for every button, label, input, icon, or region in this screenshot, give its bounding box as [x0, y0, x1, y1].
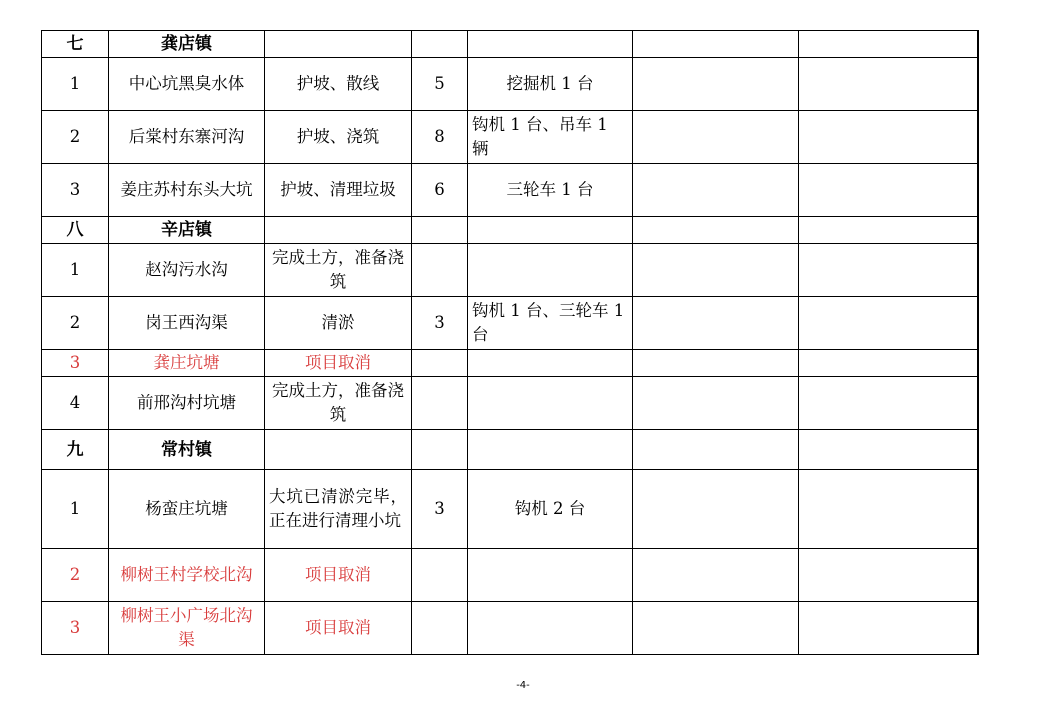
project-name: 岗王西沟渠	[109, 297, 265, 350]
table-cell	[633, 350, 799, 377]
project-name: 姜庄苏村东头大坑	[109, 164, 265, 217]
table-cell	[468, 31, 633, 58]
work-content: 项目取消	[265, 549, 412, 602]
table-cell	[412, 430, 468, 470]
table-cell	[468, 430, 633, 470]
table-cell	[468, 217, 633, 244]
work-content: 完成土方，准备浇筑	[265, 377, 412, 430]
table-cell	[633, 549, 799, 602]
section-number: 九	[42, 430, 109, 470]
machinery: 钩机 1 台、吊车 1 辆	[468, 111, 633, 164]
worker-count: 8	[412, 111, 468, 164]
machinery: 钩机 2 台	[468, 470, 633, 549]
cancelled-row	[42, 549, 1015, 602]
table-cell	[633, 217, 799, 244]
table-cell	[799, 244, 978, 297]
project-name: 柳树王小广场北沟渠	[109, 602, 265, 655]
table-cell	[978, 58, 979, 111]
worker-count	[412, 377, 468, 430]
table-cell	[799, 602, 978, 655]
table-row	[42, 470, 1015, 549]
machinery	[468, 549, 633, 602]
table-cell	[799, 350, 978, 377]
work-content: 清淤	[265, 297, 412, 350]
table-cell	[978, 470, 979, 549]
table-cell	[978, 297, 979, 350]
worker-count	[412, 602, 468, 655]
section-number: 七	[42, 31, 109, 58]
table-cell	[633, 244, 799, 297]
table-cell	[633, 297, 799, 350]
table-cell	[633, 602, 799, 655]
cancelled-row	[42, 350, 1015, 377]
item-number: 3	[42, 350, 109, 377]
machinery	[468, 244, 633, 297]
table-cell	[633, 377, 799, 430]
machinery	[468, 350, 633, 377]
machinery: 挖掘机 1 台	[468, 58, 633, 111]
table-row	[42, 164, 1015, 217]
table-cell	[799, 430, 978, 470]
table-cell	[799, 377, 978, 430]
project-name: 龚庄坑塘	[109, 350, 265, 377]
item-number: 1	[42, 244, 109, 297]
work-content: 完成土方，准备浇筑	[265, 244, 412, 297]
table-cell	[633, 111, 799, 164]
table-row	[42, 377, 1015, 430]
table-cell	[799, 217, 978, 244]
table-cell	[633, 58, 799, 111]
table-cell	[799, 297, 978, 350]
cancelled-row	[42, 602, 1015, 655]
table-row	[42, 297, 1015, 350]
worker-count	[412, 244, 468, 297]
table-cell	[265, 31, 412, 58]
project-name: 杨蛮庄坑塘	[109, 470, 265, 549]
work-content: 大坑已清淤完毕，正在进行清理小坑	[265, 470, 412, 549]
work-content: 项目取消	[265, 602, 412, 655]
project-name: 中心坑黑臭水体	[109, 58, 265, 111]
machinery: 三轮车 1 台	[468, 164, 633, 217]
table-row	[42, 244, 1015, 297]
table-cell	[799, 470, 978, 549]
table-cell	[799, 31, 978, 58]
work-content: 项目取消	[265, 350, 412, 377]
table-cell	[633, 31, 799, 58]
table-cell	[412, 217, 468, 244]
table-cell	[978, 111, 979, 164]
table-cell	[978, 377, 979, 430]
table-cell	[799, 111, 978, 164]
project-name: 前邢沟村坑塘	[109, 377, 265, 430]
town-name: 辛店镇	[109, 217, 265, 244]
item-number: 2	[42, 111, 109, 164]
item-number: 3	[42, 164, 109, 217]
table-cell	[978, 31, 979, 58]
section-number: 八	[42, 217, 109, 244]
project-name: 柳树王村学校北沟	[109, 549, 265, 602]
table-cell	[978, 244, 979, 297]
table-cell	[978, 350, 979, 377]
machinery: 钩机 1 台、三轮车 1 台	[468, 297, 633, 350]
table-cell	[412, 31, 468, 58]
item-number: 4	[42, 377, 109, 430]
table-row	[42, 58, 1015, 111]
table-cell	[799, 549, 978, 602]
machinery	[468, 377, 633, 430]
item-number: 1	[42, 470, 109, 549]
work-content: 护坡、浇筑	[265, 111, 412, 164]
worker-count: 3	[412, 470, 468, 549]
section-row	[42, 31, 1015, 58]
worker-count: 5	[412, 58, 468, 111]
project-name: 后棠村东寨河沟	[109, 111, 265, 164]
table-cell	[265, 217, 412, 244]
worker-count: 6	[412, 164, 468, 217]
page-number: -4-	[516, 680, 530, 691]
section-row	[42, 217, 1015, 244]
section-row	[42, 430, 1015, 470]
worker-count	[412, 549, 468, 602]
table-cell	[265, 430, 412, 470]
table-cell	[799, 58, 978, 111]
town-name: 龚店镇	[109, 31, 265, 58]
table-cell	[633, 470, 799, 549]
machinery	[468, 602, 633, 655]
table-cell	[978, 602, 979, 655]
table-cell	[978, 164, 979, 217]
item-number: 2	[42, 549, 109, 602]
worker-count: 3	[412, 297, 468, 350]
work-content: 护坡、散线	[265, 58, 412, 111]
progress-table	[41, 30, 1015, 655]
worker-count	[412, 350, 468, 377]
item-number: 1	[42, 58, 109, 111]
table-cell	[799, 164, 978, 217]
work-content: 护坡、清理垃圾	[265, 164, 412, 217]
project-name: 赵沟污水沟	[109, 244, 265, 297]
table-row	[42, 111, 1015, 164]
item-number: 3	[42, 602, 109, 655]
item-number: 2	[42, 297, 109, 350]
table-cell	[633, 164, 799, 217]
table-cell	[633, 430, 799, 470]
table-cell	[978, 217, 979, 244]
table-cell	[978, 549, 979, 602]
town-name: 常村镇	[109, 430, 265, 470]
table-cell	[978, 430, 979, 470]
